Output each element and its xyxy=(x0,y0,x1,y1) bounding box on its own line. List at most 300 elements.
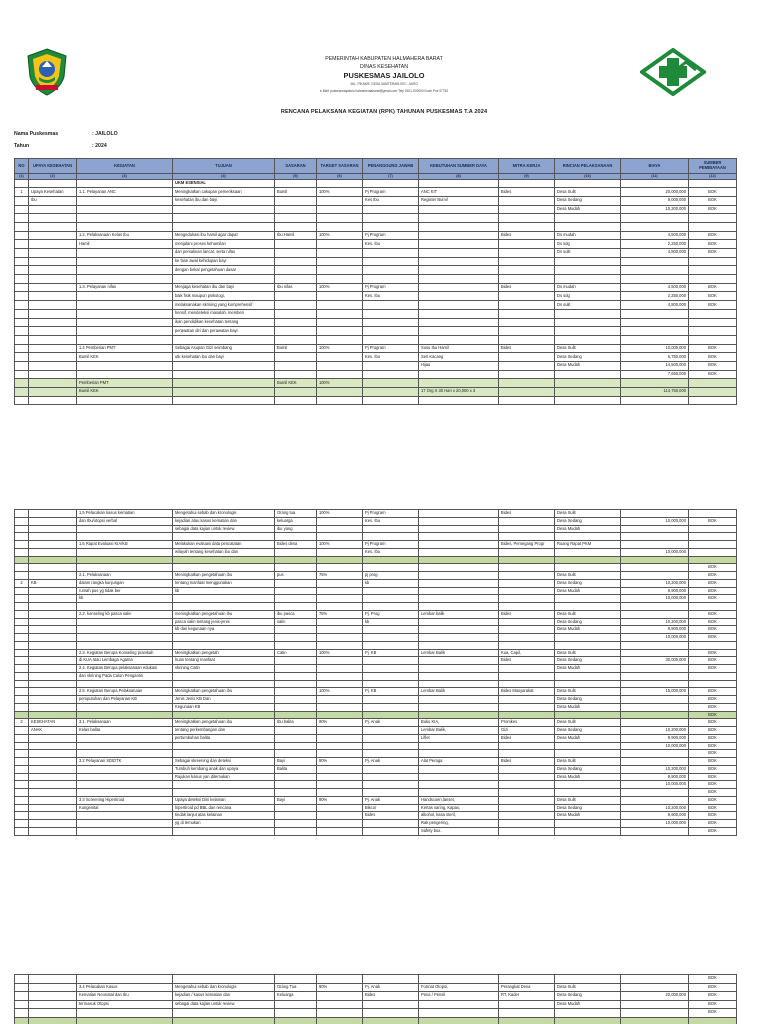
table-cell xyxy=(317,196,363,205)
table-cell xyxy=(77,196,173,205)
table-cell xyxy=(29,318,77,327)
table-cell xyxy=(363,765,419,773)
table-cell xyxy=(29,525,77,533)
table-cell: 2.4. Kegiatan Berupa pelaksanaan edukasi xyxy=(77,665,173,673)
table-cell xyxy=(77,327,173,336)
table-cell: Keluarga xyxy=(275,992,317,1001)
table-cell: Ds sdg xyxy=(555,240,621,249)
table-cell: Bides xyxy=(499,657,555,665)
table-cell xyxy=(419,665,499,673)
table-cell: Lembar Balik xyxy=(419,688,499,696)
table-cell: 4,500,000 xyxy=(621,231,689,240)
table-cell xyxy=(499,672,555,680)
table-cell xyxy=(363,727,419,735)
table-cell: BOK xyxy=(689,804,737,812)
table-cell xyxy=(621,665,689,673)
table-cell: BOK xyxy=(689,188,737,197)
table-cell xyxy=(363,773,419,781)
table-cell xyxy=(363,827,419,835)
table-cell xyxy=(29,344,77,353)
table-cell xyxy=(419,564,499,572)
table-cell xyxy=(317,370,363,379)
table-cell xyxy=(29,1000,77,1009)
table-cell xyxy=(317,626,363,634)
table-cell: Bumil xyxy=(275,188,317,197)
table-cell: 90% xyxy=(317,983,363,992)
government-line: PEMERINTAH KABUPATEN HALMAHERA BARAT xyxy=(325,56,443,62)
table-cell: menjalani proses kehamilan xyxy=(173,240,275,249)
table-cell xyxy=(363,595,419,603)
table-cell xyxy=(499,301,555,310)
table-cell xyxy=(317,249,363,258)
table-cell xyxy=(621,827,689,835)
table-cell xyxy=(29,610,77,618)
table-cell xyxy=(555,214,621,223)
table-cell xyxy=(499,711,555,719)
column-header: UPAYA KESEHATAN xyxy=(29,159,77,174)
table-cell xyxy=(317,618,363,626)
department-line: DINAS KESEHATAN xyxy=(360,64,408,70)
table-cell xyxy=(15,734,29,742)
table-cell xyxy=(15,335,29,344)
table-cell xyxy=(29,820,77,828)
table-cell xyxy=(419,222,499,231)
table-cell xyxy=(77,257,173,266)
table-cell xyxy=(499,665,555,673)
table-cell xyxy=(689,309,737,318)
table-cell xyxy=(29,649,77,657)
column-header: SASARAN xyxy=(275,159,317,174)
table-cell xyxy=(555,379,621,388)
table-cell: 17 Org X 30 Hari x 20,000 x 3 xyxy=(419,388,499,397)
table-cell xyxy=(555,634,621,642)
table-cell: Tumbuh kembang anak dan upaya xyxy=(173,765,275,773)
table-cell: Bayi xyxy=(275,796,317,804)
table-cell xyxy=(499,789,555,797)
table-cell: 2 xyxy=(15,579,29,587)
table-cell xyxy=(15,257,29,266)
table-cell xyxy=(499,765,555,773)
table-cell: dan skrining Pada Calon Pengantin xyxy=(77,672,173,680)
table-cell: 100% xyxy=(317,283,363,292)
table-cell: BOK xyxy=(689,517,737,525)
table-cell: kb xyxy=(363,618,419,626)
table-cell xyxy=(15,556,29,564)
table-cell xyxy=(275,587,317,595)
table-cell xyxy=(317,353,363,362)
table-cell xyxy=(173,370,275,379)
table-cell xyxy=(621,603,689,611)
table-cell xyxy=(419,370,499,379)
table-row xyxy=(15,222,737,231)
table-cell xyxy=(275,812,317,820)
table-cell xyxy=(555,820,621,828)
table-cell xyxy=(275,396,317,405)
table-cell xyxy=(77,773,173,781)
table-cell: tindak lanjut atas kelainan xyxy=(173,812,275,820)
table-row xyxy=(15,388,737,397)
table-cell: kb dan kegunaan nya xyxy=(173,626,275,634)
table-cell xyxy=(29,626,77,634)
table-cell xyxy=(15,587,29,595)
table-cell: dan persalinan lancar, serta nifas xyxy=(173,249,275,258)
table-row xyxy=(15,773,737,781)
table-cell xyxy=(15,301,29,310)
table-cell: Bides xyxy=(499,231,555,240)
table-cell xyxy=(15,533,29,541)
table-cell xyxy=(419,672,499,680)
table-cell xyxy=(275,318,317,327)
table-cell xyxy=(499,327,555,336)
table-cell xyxy=(689,257,737,266)
table-cell xyxy=(15,750,29,758)
table-cell: BOK xyxy=(689,796,737,804)
table-cell xyxy=(689,525,737,533)
table-cell xyxy=(15,665,29,673)
table-row xyxy=(15,541,737,549)
table-cell xyxy=(317,975,363,984)
table-cell: 10,000,000 xyxy=(621,517,689,525)
table-cell xyxy=(317,680,363,688)
table-cell xyxy=(77,249,173,258)
table-cell xyxy=(77,222,173,231)
table-cell xyxy=(689,214,737,223)
table-cell: 10,200,000 xyxy=(621,804,689,812)
table-cell xyxy=(173,396,275,405)
table-cell xyxy=(275,327,317,336)
table-cell xyxy=(499,196,555,205)
table-row xyxy=(15,525,737,533)
table-cell xyxy=(419,595,499,603)
table-cell xyxy=(689,318,737,327)
table-cell xyxy=(15,812,29,820)
table-cell: Desa Mudah xyxy=(555,703,621,711)
table-cell xyxy=(499,618,555,626)
table-cell: BOK xyxy=(689,820,737,828)
table-cell xyxy=(363,1000,419,1009)
table-cell: Hijau xyxy=(419,361,499,370)
table-cell xyxy=(419,309,499,318)
table-cell: 3.4 Pelacakan Kasus xyxy=(77,983,173,992)
table-cell: Bides xyxy=(363,812,419,820)
table-cell: Pj. Anak xyxy=(363,719,419,727)
table-cell xyxy=(15,688,29,696)
table-cell xyxy=(15,370,29,379)
table-cell xyxy=(173,379,275,388)
table-cell: Menjaga kesehatan ibu dan bayi xyxy=(173,283,275,292)
table-cell: kb xyxy=(173,587,275,595)
table-cell: hensif, mendeteksi masalah, memberi xyxy=(173,309,275,318)
table-cell xyxy=(317,789,363,797)
table-cell xyxy=(621,327,689,336)
column-header: SUMBER PEMBIAYAAN xyxy=(689,159,737,174)
table-cell xyxy=(689,379,737,388)
table-cell xyxy=(499,564,555,572)
table-cell xyxy=(173,533,275,541)
table-cell: pemputuhan dan Pelayanan KB xyxy=(77,696,173,704)
table-cell xyxy=(15,765,29,773)
table-row xyxy=(15,214,737,223)
table-cell xyxy=(555,564,621,572)
table-row xyxy=(15,572,737,580)
table-row xyxy=(15,804,737,812)
table-cell xyxy=(15,541,29,549)
table-cell xyxy=(363,1017,419,1024)
table-cell xyxy=(317,781,363,789)
column-header: PENANGGUNG JAWAB xyxy=(363,159,419,174)
table-cell xyxy=(275,556,317,564)
table-cell: Sebagai skreening dan deteksi xyxy=(173,758,275,766)
table-cell: Desa Mudah xyxy=(555,626,621,634)
table-cell xyxy=(173,205,275,214)
table-cell xyxy=(555,318,621,327)
table-cell xyxy=(77,789,173,797)
table-cell: 10,200,000 xyxy=(621,618,689,626)
table-cell: 10,000,000 xyxy=(621,781,689,789)
table-cell: Upaya deteksi Dini kelainan xyxy=(173,796,275,804)
table-cell xyxy=(499,525,555,533)
table-cell: Desa Sedang xyxy=(555,727,621,735)
table-cell: BOK xyxy=(689,292,737,301)
table-cell: Alat Peraga xyxy=(419,758,499,766)
table-cell xyxy=(363,587,419,595)
column-header: NO xyxy=(15,159,29,174)
table-cell: Kes. Ibu xyxy=(363,240,419,249)
table-cell xyxy=(317,257,363,266)
table-cell: Pj. Prog xyxy=(363,610,419,618)
table-cell xyxy=(29,379,77,388)
table-cell xyxy=(77,266,173,275)
table-cell xyxy=(621,396,689,405)
table-cell xyxy=(275,727,317,735)
table-cell: 9,900,000 xyxy=(621,626,689,634)
table-cell xyxy=(363,327,419,336)
table-cell xyxy=(15,610,29,618)
table-cell xyxy=(29,781,77,789)
table-cell: 9,900,000 xyxy=(621,587,689,595)
table-cell xyxy=(15,266,29,275)
table-cell xyxy=(555,548,621,556)
table-cell: Kegunaan KB xyxy=(173,703,275,711)
table-cell xyxy=(173,750,275,758)
table-cell xyxy=(29,1009,77,1018)
table-cell xyxy=(173,335,275,344)
table-cell: baik fisik maupun psikologi, xyxy=(173,292,275,301)
table-cell xyxy=(77,318,173,327)
table-row xyxy=(15,327,737,336)
puskesmas-name-value: : JAILOLO xyxy=(92,131,118,137)
table-cell: 100% xyxy=(317,688,363,696)
table-cell xyxy=(363,734,419,742)
table-cell: tentang perkembangan dan xyxy=(173,727,275,735)
table-cell xyxy=(77,214,173,223)
table-cell: Desa Sedang xyxy=(555,579,621,587)
table-cell xyxy=(77,396,173,405)
table-cell xyxy=(77,812,173,820)
table-row xyxy=(15,727,737,735)
table-cell xyxy=(419,975,499,984)
table-cell xyxy=(555,672,621,680)
table-row xyxy=(15,827,737,835)
table-cell: melaksanakan skrining yang komprehensif xyxy=(173,301,275,310)
table-cell xyxy=(555,222,621,231)
table-cell: 9,900,000 xyxy=(621,734,689,742)
table-cell xyxy=(621,541,689,549)
section-row xyxy=(15,179,737,188)
table-cell xyxy=(29,564,77,572)
table-cell: BOK xyxy=(689,1000,737,1009)
table-cell xyxy=(29,618,77,626)
table-cell xyxy=(621,318,689,327)
table-cell xyxy=(499,275,555,284)
table-cell xyxy=(317,641,363,649)
table-cell xyxy=(77,564,173,572)
table-cell xyxy=(15,789,29,797)
column-number: (5) xyxy=(275,174,317,180)
table-cell xyxy=(317,396,363,405)
table-cell xyxy=(499,1000,555,1009)
table-row xyxy=(15,587,737,595)
table-cell xyxy=(689,327,737,336)
table-cell: 4,800,000 xyxy=(621,301,689,310)
table-row xyxy=(15,765,737,773)
table-cell: Kua, Capil, xyxy=(499,649,555,657)
table-cell xyxy=(499,975,555,984)
table-cell xyxy=(29,796,77,804)
table-cell xyxy=(15,205,29,214)
institution-name: PUSKESMAS JAILOLO xyxy=(343,71,425,80)
table-cell xyxy=(555,641,621,649)
table-cell xyxy=(15,517,29,525)
table-cell xyxy=(317,734,363,742)
table-cell xyxy=(363,266,419,275)
table-cell: 15,000,000 xyxy=(621,688,689,696)
table-cell xyxy=(363,556,419,564)
table-cell xyxy=(15,327,29,336)
table-cell xyxy=(363,789,419,797)
table-row xyxy=(15,309,737,318)
table-cell: Lembar balik xyxy=(419,610,499,618)
table-cell xyxy=(317,742,363,750)
table-cell xyxy=(621,789,689,797)
table-row xyxy=(15,992,737,1001)
table-cell xyxy=(419,1017,499,1024)
table-cell: Bides xyxy=(499,610,555,618)
table-row xyxy=(15,626,737,634)
table-cell xyxy=(15,711,29,719)
table-row xyxy=(15,680,737,688)
table-cell: BOK xyxy=(689,240,737,249)
table-row xyxy=(15,283,737,292)
table-cell xyxy=(15,626,29,634)
table-cell xyxy=(173,680,275,688)
table-cell xyxy=(419,379,499,388)
table-cell xyxy=(15,510,29,518)
table-cell xyxy=(555,370,621,379)
table-cell xyxy=(499,603,555,611)
table-cell xyxy=(363,179,419,188)
table-cell xyxy=(77,827,173,835)
table-cell xyxy=(29,595,77,603)
table-cell xyxy=(499,257,555,266)
table-cell xyxy=(363,657,419,665)
table-cell xyxy=(317,765,363,773)
table-cell xyxy=(173,781,275,789)
table-cell xyxy=(15,283,29,292)
table-cell xyxy=(317,703,363,711)
puskesmas-name-label: Nama Puskesmas xyxy=(14,131,59,137)
table-cell xyxy=(275,240,317,249)
table-row xyxy=(15,205,737,214)
table-cell xyxy=(555,396,621,405)
table-cell: BOK xyxy=(689,727,737,735)
table-cell: Ibu nifas xyxy=(275,283,317,292)
column-number: (9) xyxy=(499,174,555,180)
table-row xyxy=(15,533,737,541)
table-cell xyxy=(29,827,77,835)
table-cell xyxy=(173,388,275,397)
table-cell: Lembar Balik xyxy=(419,649,499,657)
table-cell xyxy=(555,266,621,275)
table-cell xyxy=(275,275,317,284)
table-cell xyxy=(15,649,29,657)
table-cell xyxy=(363,214,419,223)
table-cell xyxy=(29,711,77,719)
table-cell: BOK xyxy=(689,249,737,258)
table-cell xyxy=(15,388,29,397)
table-cell xyxy=(173,1009,275,1018)
column-number: (2) xyxy=(29,174,77,180)
table-cell xyxy=(173,214,275,223)
table-cell xyxy=(363,257,419,266)
table-cell: Pj. Anak xyxy=(363,796,419,804)
contact-line: e-Mail: puskesmasjailolo.halmaheraabarat@gmail.com Telp 0921-000000 Kode Pos 97752 xyxy=(319,89,449,93)
table-cell: sebagai data kajian untuk review xyxy=(173,1000,275,1009)
table-cell: Meningkatkan cakupan pemeriksaan xyxy=(173,188,275,197)
table-cell xyxy=(419,781,499,789)
table-cell xyxy=(419,626,499,634)
table-cell xyxy=(29,388,77,397)
table-cell xyxy=(29,396,77,405)
table-cell xyxy=(689,672,737,680)
table-cell xyxy=(275,564,317,572)
table-row xyxy=(15,641,737,649)
table-cell xyxy=(15,680,29,688)
table-cell: Bides Masyarakat xyxy=(499,688,555,696)
table-cell xyxy=(621,758,689,766)
table-row xyxy=(15,275,737,284)
table-cell xyxy=(15,820,29,828)
table-cell: BOK xyxy=(689,773,737,781)
table-cell xyxy=(499,353,555,362)
table-cell xyxy=(275,1000,317,1009)
table-cell xyxy=(29,696,77,704)
table-cell xyxy=(499,361,555,370)
column-header: TUJUAN xyxy=(173,159,275,174)
table-cell xyxy=(317,587,363,595)
table-cell: BOK xyxy=(689,789,737,797)
table-row xyxy=(15,266,737,275)
table-cell: Sebagai Asupan Gizi seimbang xyxy=(173,344,275,353)
table-cell xyxy=(419,301,499,310)
column-number: (12) xyxy=(689,174,737,180)
table-cell: 1 xyxy=(15,188,29,197)
table-cell: 90% xyxy=(317,758,363,766)
table-cell xyxy=(419,548,499,556)
table-cell xyxy=(499,773,555,781)
column-header: BIAYA xyxy=(621,159,689,174)
table-cell xyxy=(317,388,363,397)
